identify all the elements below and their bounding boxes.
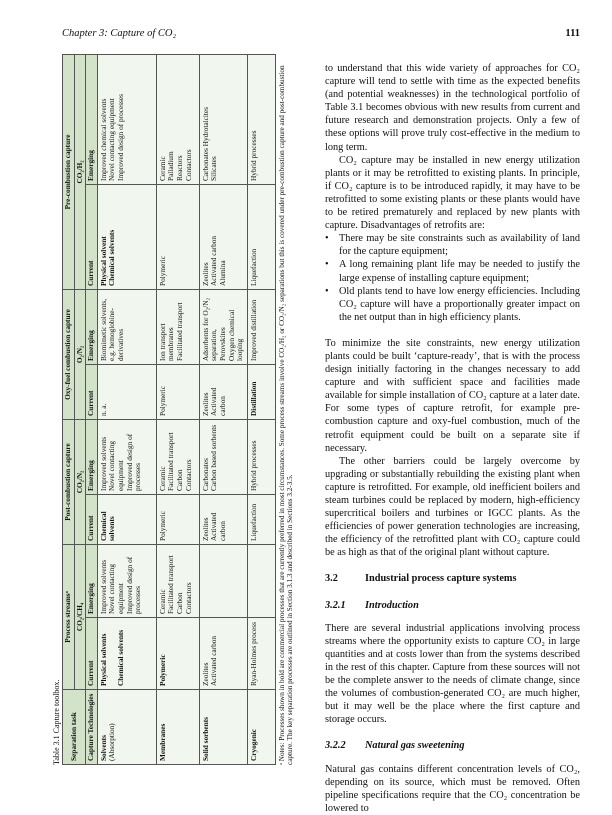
cell-line: Liquefaction (248, 248, 258, 286)
cell-line: Novel contacting equipment (107, 440, 125, 491)
cell-line: Polymeric (157, 385, 167, 416)
subsection-heading: 3.2.2 Natural gas sweetening (325, 740, 465, 752)
page-number: 111 (565, 28, 580, 39)
table-cell (156, 54, 199, 184)
table-cell (97, 184, 156, 289)
stream-header: CO₂/H₂ (74, 54, 86, 289)
table-cell (247, 364, 275, 419)
cell-line: Contactors (183, 582, 193, 614)
list-item: • A long remaining plant life may be needed to justify the large expense of installing capture equipment; (325, 258, 580, 284)
cell-line: Alumina (217, 260, 227, 286)
stream-header: O₂/N₂ (74, 289, 86, 419)
cell-line: Facilitated transport (174, 302, 184, 361)
table-cell (156, 544, 199, 617)
cell-line: Improved chemical solvents (98, 98, 108, 181)
cell-line: Carbon (174, 592, 184, 614)
emerging-header: Emerging (86, 289, 98, 364)
table-cell (199, 494, 247, 544)
cell-line: Novel contacting equipment (107, 98, 117, 181)
capture-technologies-header: Capture Technologies (86, 690, 98, 765)
cell-line: Oxygen chemical looping (226, 309, 245, 361)
cell-line: Facilitated transport (166, 432, 176, 491)
table-row (156, 54, 199, 764)
paragraph: CO₂ capture may be installed in new energy utilization plants or it may be retrofitted to existing plants. In principle, if CO₂ capture is to be introduced rapidly, it may have to be retrofitted to some existing plants or these plants would have to be retired prematurely and replaced by new plants with capture. Disadvantages of retrofits are: (325, 154, 580, 232)
cell-line: Polymeric (157, 255, 167, 286)
table-cell (199, 419, 247, 494)
group-header: Post-combustion capture (63, 419, 75, 544)
table-row (247, 54, 275, 764)
cell-line: Facilitated transport (166, 555, 176, 614)
cell-line: Chemical solvents (107, 229, 117, 286)
table-cell (199, 54, 247, 184)
cell-line: Improved distillation (248, 299, 258, 361)
cell-line: Contactors (183, 459, 193, 491)
separation-task-header: Separation task (63, 690, 86, 765)
cell-line: Zeolites (200, 262, 210, 286)
stream-header: CO₂/N₂ (74, 419, 86, 544)
emerging-header: Emerging (86, 544, 98, 617)
table-cell (97, 494, 156, 544)
table-cell (199, 364, 247, 419)
current-header: Current (86, 364, 98, 419)
emerging-header: Emerging (86, 54, 98, 184)
row-label (247, 690, 275, 765)
table-cell (97, 544, 156, 617)
cell-line: Carbon based sorbents (209, 424, 219, 491)
row-label (156, 690, 199, 765)
cell-line: Palladium (166, 151, 176, 181)
stream-header: CO₂/CH₄ (74, 544, 86, 689)
table-cell (199, 618, 247, 690)
cell-line: Carbon (174, 469, 184, 491)
table-cell (97, 364, 156, 419)
table-cell (97, 54, 156, 184)
cell-line: Activated carbon (209, 235, 219, 286)
section-heading: 3.2 Industrial process capture systems (325, 573, 517, 585)
table-caption: Table 3.1 Capture toolbox. (52, 679, 61, 765)
cell-line: Carbonates Hydrotalcites (200, 107, 210, 181)
cell-line: Adsorbents for O₂/N₂ separation, (200, 297, 219, 361)
table-cell (156, 184, 199, 289)
cell-line: n. a. (98, 403, 108, 416)
cell-line: Ryan-Holmes process (248, 622, 258, 686)
cell-line: Improved solvents (98, 436, 108, 491)
cell-line: Reactors (174, 155, 184, 181)
main-text-column (325, 62, 580, 815)
cell-line: Improved solvents (98, 559, 108, 614)
table-row (199, 54, 247, 764)
cell-line: Improved design of processes (124, 433, 143, 491)
table-cell (156, 364, 199, 419)
table-cell (247, 618, 275, 690)
current-header: Current (86, 618, 98, 690)
retrofit-disadvantages-list (325, 232, 580, 324)
cell-line: Activated carbon (209, 512, 227, 541)
running-title: Chapter 3: Capture of CO₂ (62, 28, 177, 39)
table-cell (156, 419, 199, 494)
cell-line: Biomimetic solvents, e.g. hemoglobine-derivatives (98, 298, 125, 361)
cell-line: Novel contacting equipment (107, 563, 125, 614)
cell-line: Activated carbon (209, 387, 227, 416)
cell-line: Perovskites (217, 327, 227, 361)
row-label (97, 690, 156, 765)
technology-name: Cryogenic (248, 728, 258, 761)
group-header: Oxy-fuel combustion capture (63, 289, 75, 419)
table-cell (97, 419, 156, 494)
current-header: Current (86, 184, 98, 289)
cell-line: Silicates (209, 156, 219, 181)
capture-toolbox-table (62, 54, 276, 765)
cell-line: Chemical solvents (115, 629, 125, 686)
table-cell (247, 289, 275, 364)
cell-line: Hybrid processes (248, 130, 258, 181)
cell-line: Ceramic (157, 466, 167, 491)
paragraph: Natural gas contains different concentration levels of CO₂, depending on its source, which must be removed. Often pipeline specifications require that the CO₂ concentration be lowered to (325, 763, 580, 814)
group-header: Process streamsᵃ (63, 544, 75, 689)
technology-name: Membranes (157, 723, 167, 761)
cell-line: Chemical solvents (98, 511, 117, 541)
paragraph: To minimize the site constraints, new energy utilization plants could be built ‘capture-ready’, that is with the process design initially factoring in the changes necessary to add capture and with sufficient space and facilities made available for simple installation of CO₂ capture at a later date. For some types of capture retrofit, for example pre-combustion capture and oxy-fuel combustion, much of the retrofit equipment could be built on a separate site if necessary. (325, 337, 580, 454)
technology-sublabel: (Absorption) (107, 723, 117, 761)
cell-line: Distillation (248, 381, 258, 416)
cell-line: Polymeric (157, 654, 167, 686)
table-cell (199, 544, 247, 617)
table-cell (247, 184, 275, 289)
table-cell (97, 618, 156, 690)
table-cell (247, 54, 275, 184)
cell-line: Physical solvents (98, 633, 108, 686)
table-cell (247, 494, 275, 544)
cell-line: Physical solvent (98, 236, 108, 286)
table-cell (97, 289, 156, 364)
table-footnote: ᵃ Notes: Processes shown in bold are commercial processes that are currently preferred in most circumstances. Some process streams involve CO₂/H₂ or CO₂/N₂ separations but this is covered under pre-combustion capture and post-combustion capture. The key separation processes are outlined in Section 3.1.3 and described in Sections 3.2-3.5. (277, 65, 295, 765)
cell-line: Carbonates (200, 458, 210, 491)
table-cell (156, 289, 199, 364)
cell-line: Improved design of processes (115, 94, 125, 181)
cell-line: Polymeric (157, 510, 167, 541)
table-cell (247, 419, 275, 494)
row-label (199, 690, 247, 765)
table-cell (199, 289, 247, 364)
table-cell (156, 494, 199, 544)
capture-toolbox-table-rotated (52, 55, 295, 765)
technology-name: Solvents (98, 735, 108, 761)
emerging-header: Emerging (86, 419, 98, 494)
cell-line: Hybrid processes (248, 440, 258, 491)
cell-line: Ceramic (157, 589, 167, 614)
subsection-heading: 3.2.1 Introduction (325, 599, 419, 611)
cell-line: Ion transport membranes (157, 323, 176, 361)
cell-line: Liquefaction (248, 503, 258, 541)
table-cell (156, 618, 199, 690)
group-header: Pre-combustion capture (63, 54, 75, 289)
list-item: • Old plants tend to have low energy efficiencies. Including CO₂ capture will have a proportionally greater impact on the net output than in high efficiency plants. (325, 285, 580, 324)
cell-line: Zeolites (200, 392, 210, 416)
paragraph: There are several industrial applications involving process streams where the opportunity exists to capture CO₂ in large quantities and at costs lower than from the systems described in the rest of this chapter. Capture from these sources will not be the complete answer to the needs of climate change, since the volumes of combustion-generated CO₂ are much higher, but it may well be the place where the first capture and storage occurs. (325, 622, 580, 726)
list-item: • There may be site constraints such as availability of land for the capture equipment; (325, 232, 580, 258)
table-cell (199, 184, 247, 289)
cell-line: Zeolites (200, 517, 210, 541)
cell-line: Ceramic (157, 156, 167, 181)
paragraph: The other barriers could be largely overcome by upgrading or substantially rebuilding the existing plant when capture is retrofitted. For example, old inefficient boilers and steam turbines could be replaced by modern, high-efficiency supercritical boilers and turbines or IGCC plants. As the efficiencies of power generation technologies are increasing, the efficiency of the retrofitted plant with CO₂ capture could be as high as that of the original plant without capture. (325, 455, 580, 559)
technology-name: Solid sorbents (200, 717, 210, 761)
cell-line: Improved design of processes (124, 556, 143, 614)
cell-line: Contactors (183, 149, 193, 181)
table-row (97, 54, 156, 764)
cell-line: Activated carbon (209, 635, 219, 686)
cell-line: Zeolites (200, 662, 210, 686)
table-cell (247, 544, 275, 617)
current-header: Current (86, 494, 98, 544)
paragraph: to understand that this wide variety of approaches for CO₂ capture will tend to settle with time as the expected benefits (and potential weaknesses) in the technological portfolio of Table 3.1 becomes obvious with new results from current and future research and demonstration projects. Only a few of these options will prove truly cost-effective in the medium to long term. (325, 63, 580, 153)
